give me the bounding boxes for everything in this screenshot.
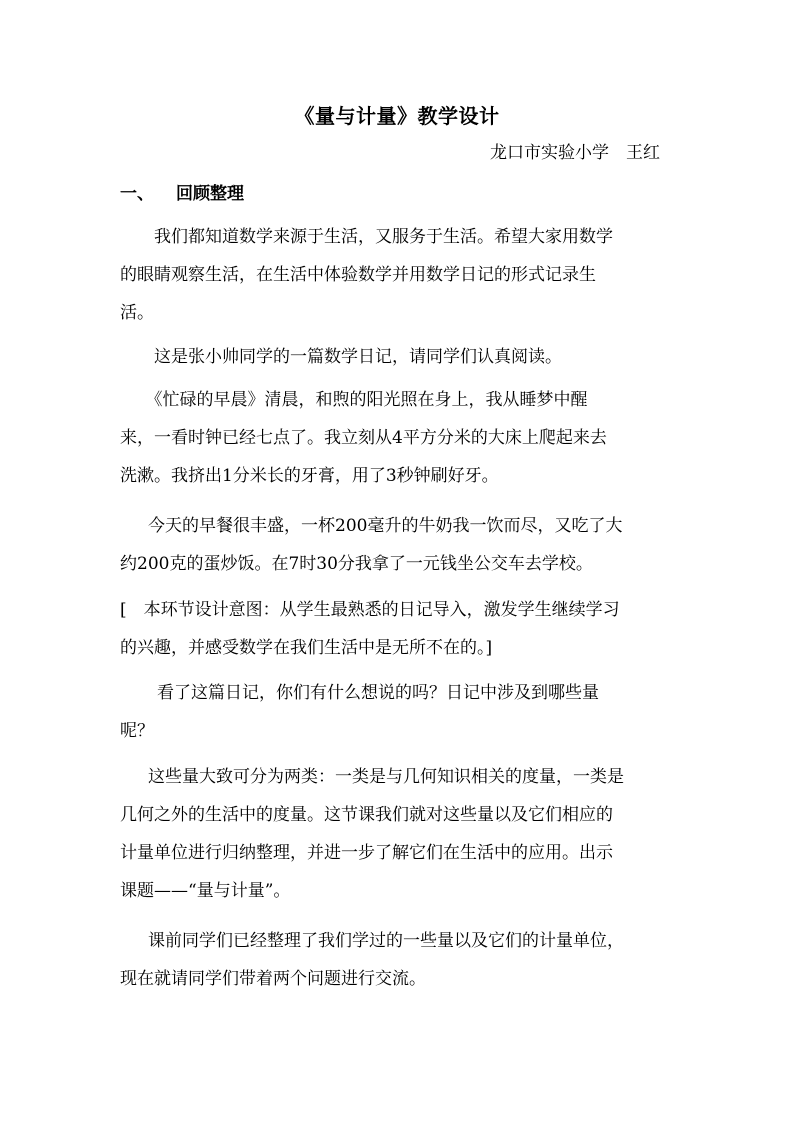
paragraph-line: 今天的早餐很丰盛，一杯200毫升的牛奶我一饮而尽，又吃了大: [148, 516, 623, 536]
section-number: 一、: [120, 184, 154, 204]
paragraph-line: 看了这篇日记，你们有什么想说的吗？日记中涉及到哪些量: [140, 683, 599, 703]
paragraph-design-intent: [120, 591, 676, 667]
paragraph-line: 这些量大致可分为两类：一类是与几何知识相关的度量，一类是: [148, 767, 624, 787]
paragraph-line: [ 本环节设计意图：从学生最熟悉的日记导入，激发学生继续学习: [120, 600, 620, 620]
paragraph-line: 课前同学们已经整理了我们学过的一些量以及它们的计量单位，: [148, 931, 624, 951]
paragraph-diary-intro: [120, 338, 676, 376]
paragraph-intro: [120, 218, 676, 332]
document-title: 《量与计量》教学设计: [294, 104, 500, 128]
paragraph-line: 现在就请同学们带着两个问题进行交流。: [120, 969, 426, 989]
section-title: 回顾整理: [176, 184, 244, 204]
paragraph-categories: [120, 758, 676, 910]
paragraph-line: 计量单位进行归纳整理，并进一步了解它们在生活中的应用。出示: [120, 843, 613, 863]
paragraph-diary-2: [120, 507, 676, 583]
paragraph-line: 来，一看时钟已经七点了。我立刻从4平方分米的大床上爬起来去: [120, 428, 607, 448]
paragraph-question: [120, 674, 676, 750]
paragraph-line: 我们都知道数学来源于生活，又服务于生活。希望大家用数学: [137, 227, 613, 247]
author-line: 龙口市实验小学 王红: [490, 143, 660, 163]
paragraph-line: 几何之外的生活中的度量。这节课我们就对这些量以及它们相应的: [120, 805, 613, 825]
paragraph-line: 的兴趣，并感受数学在我们生活中是无所不在的。]: [120, 638, 493, 658]
paragraph-line: 洗漱。我挤出1分米长的牙膏，用了3秒钟刷好牙。: [120, 466, 499, 486]
paragraph-line: 课题——“量与计量”。: [120, 881, 291, 901]
paragraph-exchange: [120, 922, 676, 998]
paragraph-line: 呢？: [120, 721, 154, 741]
paragraph-line: 的眼睛观察生活，在生活中体验数学并用数学日记的形式记录生: [120, 265, 596, 285]
paragraph-line: 约200克的蛋炒饭。在7时30分我拿了一元钱坐公交车去学校。: [120, 554, 593, 574]
paragraph-line: 《忙碌的早晨》清晨，和煦的阳光照在身上，我从睡梦中醒: [137, 390, 588, 410]
paragraph-line: 这是张小帅同学的一篇数学日记，请同学们认真阅读。: [137, 347, 562, 367]
paragraph-line: 活。: [120, 303, 154, 323]
section-heading: [120, 181, 244, 207]
paragraph-diary-1: [120, 381, 676, 495]
